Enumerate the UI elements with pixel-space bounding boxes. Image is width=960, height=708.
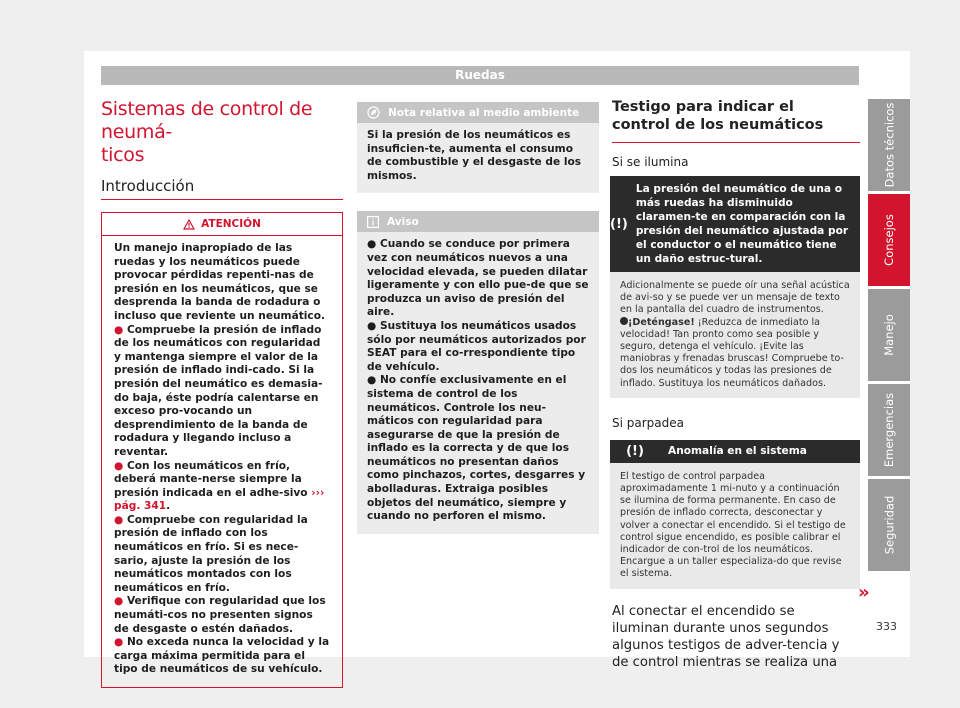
bullet-icon: ●: [367, 238, 380, 251]
warning-bullet: ● Compruebe con regularidad la presión de inflado con los neumáticos en frío. Si es nece-sario, ajuste la presión de los neumáticos montados con los neumáticos en frío.: [114, 513, 308, 594]
lit-table: [610, 176, 860, 398]
blink-header: Anomalía en el sistema: [668, 444, 807, 457]
warning-bullet: ● Compruebe la presión de inflado de los neumáticos con regularidad y mantenga siempre el valor de la presión de inflado indi-cado. Si la presión del neumático es demasia-do baja, éste podría calentarse en exceso pro-vocando un desprendimiento de la banda de rodadura y llegando incluso a reventar.: [114, 323, 323, 458]
tab-manejo[interactable]: Manejo: [868, 289, 910, 381]
environment-note: [357, 102, 599, 193]
aviso-body: [357, 232, 599, 533]
tab-consejos[interactable]: Consejos: [868, 194, 910, 286]
blink-body: [610, 463, 860, 589]
warning-bullet: ● Con los neumáticos en frío, deberá mante-nerse siempre la presión indicada en el adhe-sivo ››› pág. 341.: [114, 459, 325, 513]
tab-emergencias[interactable]: Emergencias: [868, 384, 910, 476]
divider: [101, 199, 343, 200]
bullet-icon: ●: [114, 595, 127, 608]
lit-stop-text: ¡Deténgase! ¡Reduzca de inmediato la velocidad! Tan pronto como sea posible y seguro, detenga el vehículo. ¡Evite las maniobras y frenadas bruscas! Compruebe to-dos los neumáticos y todas las presiones de inflado. Sustituya los neumáticos dañados.: [620, 316, 844, 389]
warning-bullet: ● Verifique con regularidad que los neumáti-cos no presenten signos de desgaste o estén dañados.: [114, 595, 326, 635]
bullet-icon: ●: [114, 636, 127, 649]
continue-arrow-icon: »: [858, 582, 870, 603]
environment-body: [357, 123, 599, 193]
info-icon: [367, 216, 379, 228]
blink-body-text: El testigo de control parpadea aproximadamente 1 mi-nuto y a continuación se ilumina de forma permanente. En caso de presión de inflado correcta, desconectar y volver a conectar el encendido. Si el testigo de control sigue encendido, es posible calibrar el indicador de con-trol de los neumáticos. Encargue a un taller especializa-do que revise el sistema.: [620, 470, 846, 580]
environment-label: Nota relativa al medio ambiente: [388, 106, 580, 119]
blink-table: [610, 440, 860, 589]
tab-seguridad[interactable]: Seguridad: [868, 479, 910, 571]
column-indicator: [612, 98, 860, 671]
column-notes: [357, 102, 599, 534]
side-tabs: [868, 99, 910, 574]
lit-body: [610, 272, 860, 398]
warning-triangle-icon: [183, 219, 195, 230]
lit-row: [610, 176, 860, 272]
bullet-icon: ●: [367, 319, 380, 332]
lit-body-text: Adicionalmente se puede oír una señal acústica de avi-so y se puede ver un mensaje de texto en la pantalla del cuadro de instrumentos.: [620, 280, 850, 316]
tire-pressure-icon: (!): [626, 443, 644, 459]
environment-text: Si la presión de los neumáticos es insuficien-te, aumenta el consumo de combustible y el desgaste de los mismos.: [367, 129, 582, 182]
divider: [612, 142, 860, 143]
blink-row: [610, 440, 860, 463]
aviso-label: Aviso: [387, 215, 419, 228]
section-title: Testigo para indicar el control de los neumáticos: [612, 99, 824, 133]
stop-icon: [620, 317, 628, 325]
lit-description: La presión del neumático de una o más ruedas ha disminuido claramen-te en comparación con la presión del neumático ajustada por el conductor o el neumático tiene un daño estruc-tural.: [635, 183, 849, 265]
bullet-icon: ●: [367, 374, 380, 387]
warning-label: ATENCIÓN: [201, 218, 261, 230]
section-header: Ruedas: [101, 66, 859, 85]
aviso-bullet: ● Sustituya los neumáticos usados sólo por neumáticos autorizados por SEAT para el co-rrespondiente tipo de vehículo.: [367, 319, 586, 373]
bullet-icon: ●: [114, 513, 127, 526]
aviso-bullet: ● Cuando se conduce por primera vez con neumáticos nuevos a una velocidad elevada, se pueden dilatar ligeramente y con ello pue-de que se produzca un aviso de presión del aire.: [367, 238, 589, 319]
closing-paragraph: Al conectar el encendido se iluminan durante unos segundos algunos testigos de adver-tencia y de control mientras se realiza una: [612, 603, 840, 670]
warning-header: [102, 213, 342, 236]
bullet-icon: ●: [114, 323, 127, 336]
page-title: Sistemas de control de neumá- ticos: [101, 98, 313, 166]
warning-bullet: ● No exceda nunca la velocidad y la carga máxima permitida para el tipo de neumáticos de su vehículo.: [114, 636, 330, 676]
lit-label: Si se ilumina: [612, 155, 689, 169]
blink-label: Si parpadea: [612, 415, 684, 430]
page-link[interactable]: ››› pág. 341: [114, 486, 325, 513]
environment-header: [357, 102, 599, 123]
subtitle: Introducción: [101, 177, 195, 195]
warning-body: [102, 236, 342, 687]
warning-intro: Un manejo inapropiado de las ruedas y los neumáticos puede provocar pérdidas repenti-nas de presión en los neumáticos, que se desprenda la banda de rodadura o incluso que reviente un neumático.: [114, 242, 326, 322]
tab-datos-tecnicos[interactable]: Datos técnicos: [868, 99, 910, 191]
column-intro: [101, 98, 343, 688]
aviso-note: [357, 211, 599, 533]
tire-pressure-icon: (!): [610, 216, 628, 232]
warning-box: [101, 212, 343, 688]
bullet-icon: ●: [114, 459, 127, 472]
aviso-bullet: ● No confíe exclusivamente en el sistema de control de los neumáticos. Controle los neu-máticos con regularidad para asegurarse de que la presión de inflado es la correcta y de que los neumáticos no presentan daños como pinchazos, cortes, desgarres y abolladuras. Extraiga posibles objetos del neumático, siempre y cuando no perforen el mismo.: [367, 374, 586, 523]
aviso-header: [357, 211, 599, 232]
page-number: 333: [876, 620, 897, 633]
leaf-icon: [367, 106, 380, 119]
